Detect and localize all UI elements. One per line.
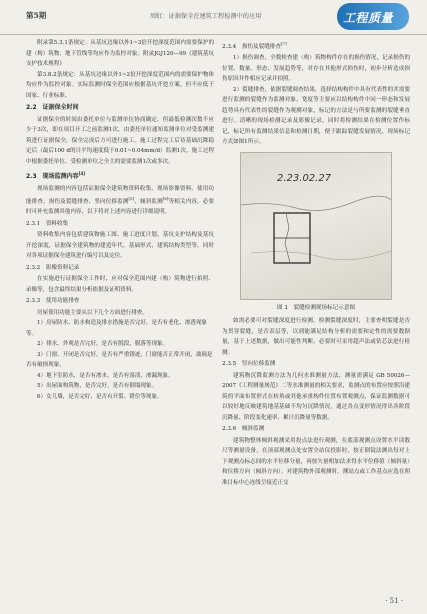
paragraph: 建筑物整体倾斜观测采用投点法进行观测，在底部观测点设置水平读数尺等测量设备，在顶部观测点处安置全站仪投影时，按正倒镜法测出每对上下观测点标志间的水平位移分量，再按矢量相加法求得水平位移值（倾斜量）和位移方向（倾斜方向）。对建筑物外部观测时，测站点或工作基点应选在照准目标中心连线呈接近正交 [222, 437, 410, 486]
journal-logo [337, 3, 409, 30]
subsection-heading: 2.3.2 影像资料记录 [26, 264, 80, 271]
section-heading [26, 169, 214, 183]
section-title: 2.3 现场监测内容 [26, 173, 79, 180]
paragraph: 资料收集内容包括建筑物施工图、施工进度计划、基坑支护结构及基坑开挖深度，证据保全建筑物的建造年代、基础形式，建筑结构类型等，同时对各项证据保全建筑进行编号以及定位。 [26, 232, 214, 260]
figure-caption: 图 1 裂缝检测现场标记示意图 [276, 304, 356, 311]
list-item: 4）地下室防水，是否有渗水，是否有湿渍、渗漏现象。 [37, 372, 174, 379]
list-item: 6）女儿墙，是否完好，是否有开裂、错位等现象。 [37, 393, 163, 400]
subsection-title: 2.3.4 损伤及裂缝排查 [222, 43, 281, 50]
paragraph [26, 184, 214, 218]
section-heading: 2.2 证据保全时间 [26, 104, 79, 111]
handwritten-date-label: 2.23.02.27 [277, 172, 332, 184]
text-run: 现场监测的内容包括证据保全建筑物资料收集、现场影像资料、使用功能排查、损伤及裂缝排查、竖向位移监测 [26, 185, 214, 205]
photo-illustration [241, 153, 391, 299]
left-column [26, 38, 214, 402]
list-item: 5）出屋面构筑物，是否完好，是否有倒塌现象。 [37, 383, 158, 390]
reference-mark: [7] [280, 41, 287, 46]
paragraph: 在实施进行证据保全工作时，应对保全范围内建（构）筑物进行拍照、录像等，包含最终结果分析依据及证明资料。 [26, 276, 214, 293]
paragraph: 附录第5.3.1条规定：从基坑边缘以外1~3倍开挖深度范围内需要保护的建（构）筑物、地下管线等均应作为监控对象。附录JGJ120—99《建筑基坑支护技术规程》 [26, 40, 214, 67]
reference-mark: [4] [78, 171, 86, 176]
subsection-heading: 2.3.6 倾斜监测 [222, 426, 265, 433]
reference-mark: [6] [162, 196, 169, 201]
page-header [0, 0, 427, 35]
page-number: · 51 · [385, 597, 403, 605]
running-title: 周虹：证据保全在建筑工程检测中的应用 [150, 13, 262, 20]
paragraph: 建筑物沉降监测方法为几何水准测量方法，测量需满足 GB 50026—2007《工程测量规范》二等水准测量的相关要求，监测点的布置应按照沿建筑的平面布置形式在转角或其他承重构件位置布置观测点，保证监测数据可以较好地反映建筑地基基础不均匀沉降情况，通过各点变形情况得出各阶段沉降量、阶段变化速率、累计沉降量等数据。 [222, 372, 410, 421]
logo-text: 工程质量 [343, 11, 394, 25]
right-column [222, 38, 410, 488]
subsection-heading: 2.3.3 使用功能排查 [26, 298, 80, 305]
paragraph: 2）裂缝排查，依据裂缝调查结果，选择结构构件中具有代表性的并需要进行监测的裂缝作为监测对象，宽度等主要应以结构构件中同一形态和发展趋势具有代表性的裂缝作为观测对象，标记的方法是与所要监测的裂缝垂直进行。清晰的现场检测记录及影像记录，同时将检测结果在检测位置作标记，标记所有监测结果信息和检测日期，便于跟踪裂缝发展情况。现场标记方式如图1所示。 [222, 86, 410, 146]
text-run: 等相关内容，必要时可补充监测其他内容，以下将对上述内容进行详细说明。 [26, 198, 215, 216]
list-item: 2）排水、外观是否完好，是否有脱段、脱落等现象。 [37, 341, 169, 348]
text-run: 、倾斜监测 [134, 198, 163, 205]
paragraph: 1）损伤调查，全数检查建（构）筑物构件存在的损伤情况，记录损伤的位置、数量、形态、发展趋势等，对存在其他形式损伤时，初步分析造成损伤原因并作相应记录并拍照。 [222, 55, 410, 83]
subsection-heading: 2.3.1 资料收集 [26, 220, 69, 227]
issue-number: 第5期 [26, 11, 47, 20]
subsection-heading [222, 39, 410, 52]
paragraph: 第3.8.2条规定：从基坑边缘以外1~2倍开挖深度范围内的需要保护物体均应作为监控对象。实际监测时保全范围应根据基坑开挖方案，但不应低于国家、行业标准。 [26, 71, 214, 99]
list-item: 1）房屋防水、防水构造及排水措施是否完好，是否有老化、渗透现象等。 [26, 320, 207, 337]
list-item: 3）门窗、开闭是否完好，是否有严重锈迹，门窗能否正常开闭，玻璃是否有破损现象。 [26, 351, 213, 369]
reference-mark: [5] [128, 196, 135, 201]
paragraph: 证据保全的时间由委托单位与监测单位协商确定，但最低检测次数不应少于3次，即在项目开工之前监测1次，由委托单位通知监测单位对受监测建筑进行证据保全，保全完成后方可进行施工。施工过程完工后待基础沉降稳定后（最后100 d的日平均速度低于0.01~0.04mm/d）监测1次。施工过程中根据委托单位、受检测单位之全主的需要监测1次或多次。 [26, 116, 214, 165]
paragraph: 房屋使用功能主要从以下几个方面进行排查。 [37, 309, 148, 316]
subsection-heading: 2.3.5 竖向位移监测 [222, 361, 276, 368]
crack-marking-photo [240, 152, 392, 300]
paragraph: 如需必要可对裂缝深度进行检测，检测裂缝深度时，主要查明裂缝是否为贯穿裂缝，是否表层等，以到能满足结构分析的需要和定性的需要数据量，基于上述数据，做出可能性判断，必要时可采用超声法或钻芯法进行检测。 [222, 318, 410, 356]
